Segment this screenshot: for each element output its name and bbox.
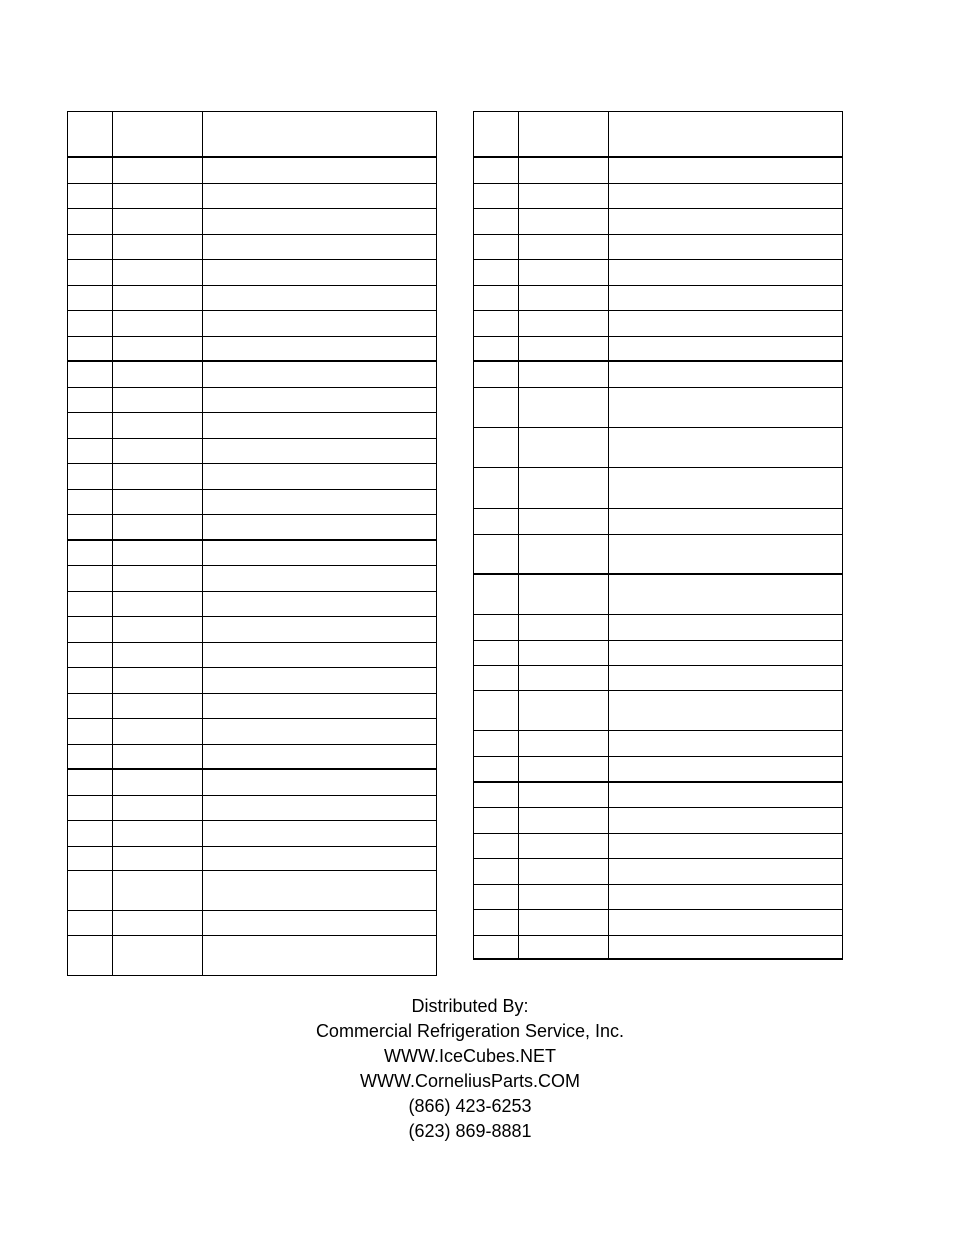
table-cell — [113, 871, 203, 911]
table-cell — [609, 783, 843, 808]
table-row — [474, 311, 843, 337]
table-cell — [68, 847, 113, 871]
table-cell — [203, 617, 437, 643]
table-cell — [68, 911, 113, 936]
table-cell — [203, 847, 437, 871]
table-row — [68, 209, 437, 235]
table-cell — [474, 808, 519, 834]
table-cell — [68, 566, 113, 592]
table-cell — [113, 311, 203, 337]
website-link-icecubes[interactable]: WWW.IceCubes.NET — [383, 1046, 557, 1066]
table-row — [68, 911, 437, 936]
table-cell — [474, 184, 519, 209]
table-cell — [68, 936, 113, 976]
table-cell — [474, 112, 519, 158]
table-cell — [113, 668, 203, 694]
table-row — [474, 428, 843, 468]
table-cell — [68, 439, 113, 464]
table-row — [474, 691, 843, 731]
table-cell — [519, 260, 609, 286]
table-cell — [609, 112, 843, 158]
table-cell — [474, 885, 519, 910]
table-cell — [474, 615, 519, 641]
table-cell — [474, 731, 519, 757]
table-row — [68, 337, 437, 362]
table-row — [68, 719, 437, 745]
table-cell — [68, 668, 113, 694]
table-cell — [609, 834, 843, 859]
table-cell — [609, 641, 843, 666]
table-cell — [474, 910, 519, 936]
table-cell — [113, 719, 203, 745]
table-cell — [113, 413, 203, 439]
table-cell — [203, 158, 437, 184]
table-cell — [474, 337, 519, 362]
table-cell — [609, 910, 843, 936]
table-row — [474, 362, 843, 388]
table-cell — [68, 311, 113, 337]
table-cell — [68, 871, 113, 911]
table-row — [68, 541, 437, 566]
table-cell — [474, 362, 519, 388]
table-cell — [474, 859, 519, 885]
table-cell — [609, 428, 843, 468]
table-row — [474, 936, 843, 960]
table-row — [68, 158, 437, 184]
table-row — [474, 910, 843, 936]
table-cell — [474, 158, 519, 184]
table-cell — [609, 184, 843, 209]
table-row — [474, 859, 843, 885]
table-cell — [519, 783, 609, 808]
table-cell — [203, 643, 437, 668]
table-cell — [113, 821, 203, 847]
table-row — [474, 286, 843, 311]
table-row — [474, 184, 843, 209]
table-cell — [113, 847, 203, 871]
table-cell — [68, 286, 113, 311]
table-cell — [609, 260, 843, 286]
table-cell — [203, 936, 437, 976]
table-cell — [68, 617, 113, 643]
table-cell — [609, 666, 843, 691]
table-row — [474, 808, 843, 834]
table-row — [68, 871, 437, 911]
table-cell — [68, 490, 113, 515]
table-cell — [609, 158, 843, 184]
table-cell — [474, 535, 519, 575]
table-row — [474, 666, 843, 691]
table-cell — [519, 535, 609, 575]
table-cell — [519, 834, 609, 859]
table-cell — [203, 490, 437, 515]
table-cell — [68, 821, 113, 847]
table-cell — [474, 691, 519, 731]
table-cell — [113, 770, 203, 796]
table-cell — [474, 286, 519, 311]
table-cell — [519, 666, 609, 691]
distributed-by-label: Distributed By: — [411, 996, 529, 1016]
table-cell — [113, 643, 203, 668]
table-cell — [68, 337, 113, 362]
table-cell — [609, 209, 843, 235]
table-cell — [203, 592, 437, 617]
table-cell — [519, 731, 609, 757]
table-row — [68, 413, 437, 439]
table-cell — [68, 388, 113, 413]
table-cell — [203, 541, 437, 566]
table-cell — [609, 615, 843, 641]
table-cell — [474, 666, 519, 691]
table-row — [474, 337, 843, 362]
table-row — [474, 757, 843, 783]
table-cell — [203, 286, 437, 311]
table-cell — [203, 871, 437, 911]
table-cell — [68, 541, 113, 566]
table-cell — [203, 362, 437, 388]
table-cell — [609, 362, 843, 388]
table-cell — [203, 209, 437, 235]
table-cell — [113, 388, 203, 413]
table-cell — [519, 112, 609, 158]
table-cell — [203, 413, 437, 439]
table-row — [68, 770, 437, 796]
table-cell — [203, 464, 437, 490]
table-cell — [609, 936, 843, 960]
table-cell — [203, 515, 437, 541]
table-cell — [519, 235, 609, 260]
table-cell — [203, 770, 437, 796]
table-row — [68, 643, 437, 668]
table-cell — [113, 541, 203, 566]
table-cell — [609, 885, 843, 910]
company-name: Commercial Refrigeration Service, Inc. — [315, 1021, 625, 1041]
table-cell — [609, 731, 843, 757]
table-cell — [113, 490, 203, 515]
table-cell — [113, 694, 203, 719]
table-cell — [474, 388, 519, 428]
table-cell — [474, 834, 519, 859]
table-row — [68, 694, 437, 719]
table-cell — [68, 362, 113, 388]
table-cell — [68, 796, 113, 821]
table-row — [474, 468, 843, 509]
distributor-footer — [0, 994, 940, 1144]
table-cell — [519, 691, 609, 731]
table-cell — [68, 260, 113, 286]
table-row — [68, 362, 437, 388]
table-row — [474, 641, 843, 666]
table-row — [68, 847, 437, 871]
website-link-corneliusparts[interactable]: WWW.CorneliusParts.COM — [359, 1071, 581, 1091]
table-cell — [203, 745, 437, 770]
table-cell — [609, 808, 843, 834]
table-row — [474, 509, 843, 535]
table-row — [68, 668, 437, 694]
table-cell — [203, 719, 437, 745]
table-cell — [609, 859, 843, 885]
table-cell — [519, 388, 609, 428]
table-cell — [203, 796, 437, 821]
table-cell — [68, 770, 113, 796]
table-row — [474, 575, 843, 615]
table-cell — [113, 286, 203, 311]
table-row — [68, 439, 437, 464]
table-cell — [519, 859, 609, 885]
table-cell — [519, 615, 609, 641]
table-cell — [68, 592, 113, 617]
table-cell — [203, 821, 437, 847]
table-cell — [519, 468, 609, 509]
table-cell — [113, 911, 203, 936]
table-cell — [519, 209, 609, 235]
table-row — [68, 796, 437, 821]
table-cell — [609, 575, 843, 615]
table-cell — [68, 643, 113, 668]
table-cell — [519, 757, 609, 783]
table-cell — [203, 112, 437, 158]
table-cell — [519, 362, 609, 388]
table-cell — [474, 311, 519, 337]
table-row — [68, 388, 437, 413]
table-row — [68, 464, 437, 490]
table-cell — [519, 885, 609, 910]
table-cell — [203, 337, 437, 362]
table-cell — [203, 311, 437, 337]
table-cell — [203, 235, 437, 260]
table-cell — [519, 311, 609, 337]
table-cell — [519, 575, 609, 615]
table-cell — [609, 286, 843, 311]
table-cell — [113, 158, 203, 184]
table-row — [68, 260, 437, 286]
header-row — [68, 112, 437, 158]
table-row — [68, 745, 437, 770]
table-cell — [68, 694, 113, 719]
table-cell — [113, 337, 203, 362]
table-row — [68, 286, 437, 311]
table-cell — [113, 209, 203, 235]
table-row — [68, 490, 437, 515]
table-row — [68, 311, 437, 337]
table-cell — [113, 184, 203, 209]
table-cell — [474, 428, 519, 468]
table-cell — [203, 911, 437, 936]
table-cell — [519, 158, 609, 184]
table-row — [474, 731, 843, 757]
table-cell — [474, 468, 519, 509]
parts-table-left — [67, 111, 437, 976]
table-cell — [68, 235, 113, 260]
table-row — [474, 885, 843, 910]
table-cell — [474, 641, 519, 666]
table-cell — [474, 235, 519, 260]
table-cell — [519, 641, 609, 666]
table-cell — [203, 668, 437, 694]
table-cell — [113, 515, 203, 541]
table-cell — [113, 235, 203, 260]
table-cell — [519, 509, 609, 535]
table-cell — [474, 936, 519, 960]
table-cell — [519, 910, 609, 936]
table-cell — [609, 535, 843, 575]
table-cell — [519, 184, 609, 209]
table-cell — [609, 509, 843, 535]
table-cell — [113, 362, 203, 388]
table-cell — [203, 566, 437, 592]
table-cell — [68, 158, 113, 184]
table-row — [474, 209, 843, 235]
table-row — [474, 260, 843, 286]
table-cell — [474, 209, 519, 235]
table-cell — [113, 464, 203, 490]
table-cell — [68, 719, 113, 745]
table-cell — [113, 260, 203, 286]
table-cell — [203, 260, 437, 286]
table-cell — [203, 694, 437, 719]
table-cell — [68, 184, 113, 209]
table-cell — [68, 745, 113, 770]
table-cell — [68, 209, 113, 235]
table-cell — [203, 388, 437, 413]
table-cell — [68, 112, 113, 158]
table-cell — [609, 757, 843, 783]
table-cell — [609, 388, 843, 428]
table-cell — [474, 783, 519, 808]
table-cell — [519, 286, 609, 311]
table-row — [68, 566, 437, 592]
table-row — [474, 158, 843, 184]
table-row — [68, 936, 437, 976]
table-row — [68, 617, 437, 643]
table-cell — [609, 337, 843, 362]
table-cell — [474, 757, 519, 783]
table-row — [474, 615, 843, 641]
table-row — [474, 783, 843, 808]
table-cell — [113, 936, 203, 976]
table-cell — [113, 796, 203, 821]
table-cell — [609, 691, 843, 731]
table-row — [474, 388, 843, 428]
table-cell — [68, 464, 113, 490]
table-cell — [203, 184, 437, 209]
table-cell — [113, 592, 203, 617]
table-row — [68, 515, 437, 541]
phone-number-local: (623) 869-8881 — [408, 1121, 532, 1141]
table-cell — [113, 617, 203, 643]
table-row — [474, 235, 843, 260]
table-cell — [113, 566, 203, 592]
table-row — [68, 821, 437, 847]
table-cell — [68, 413, 113, 439]
table-row — [68, 235, 437, 260]
table-cell — [203, 439, 437, 464]
table-row — [474, 535, 843, 575]
table-cell — [519, 808, 609, 834]
phone-number-tollfree: (866) 423-6253 — [408, 1096, 532, 1116]
table-cell — [519, 337, 609, 362]
table-cell — [609, 235, 843, 260]
table-cell — [68, 515, 113, 541]
parts-table-right — [473, 111, 843, 960]
table-cell — [474, 260, 519, 286]
table-cell — [113, 439, 203, 464]
table-cell — [609, 468, 843, 509]
table-row — [68, 184, 437, 209]
header-row — [474, 112, 843, 158]
table-cell — [474, 509, 519, 535]
table-cell — [609, 311, 843, 337]
table-row — [474, 834, 843, 859]
table-cell — [113, 745, 203, 770]
table-cell — [519, 428, 609, 468]
table-cell — [519, 936, 609, 960]
table-row — [68, 592, 437, 617]
table-cell — [113, 112, 203, 158]
table-cell — [474, 575, 519, 615]
